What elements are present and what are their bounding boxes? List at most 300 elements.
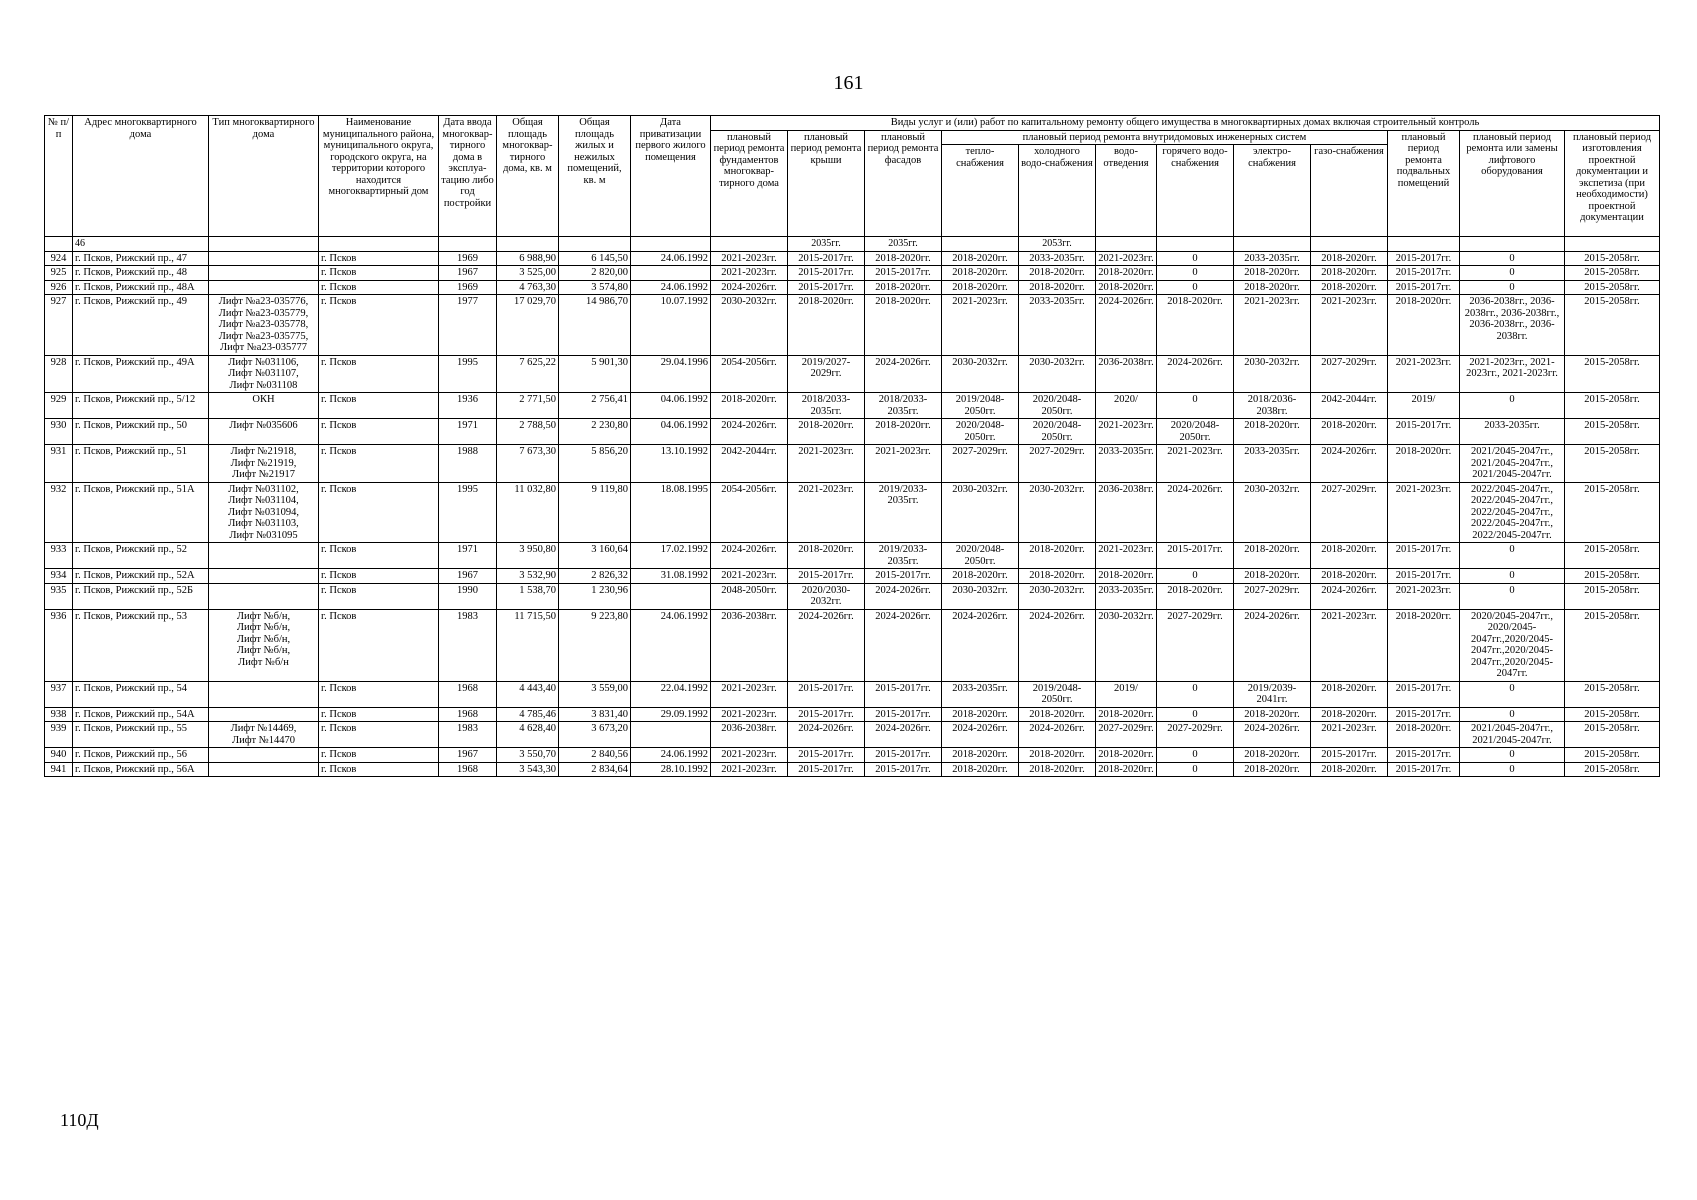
table-body (45, 237, 1660, 777)
page-number: 161 (833, 72, 864, 94)
row-privatization: 24.06.1992 (631, 280, 711, 295)
row-number: 928 (45, 355, 73, 393)
row-foundation: 2024-2026гг. (711, 543, 788, 569)
row-elevator: 2021-2023гг., 2021-2023гг., 2021-2023гг. (1460, 355, 1565, 393)
elevator-id: Лифт №031108 (229, 379, 298, 391)
row-cold-water: 2024-2026гг. (1019, 609, 1096, 681)
row-cold-water: 2018-2020гг. (1019, 707, 1096, 722)
row-cold-water: 2018-2020гг. (1019, 543, 1096, 569)
document-code: 110Д (60, 1110, 99, 1130)
row-total-area: 4 785,46 (497, 707, 559, 722)
row-heat: 2018-2020гг. (942, 280, 1019, 295)
row-elevator: 0 (1460, 681, 1565, 707)
row-electric: 2019/2039-2041гг. (1234, 681, 1311, 707)
row-type (209, 609, 319, 681)
row-number: 931 (45, 445, 73, 483)
row-gas: 2018-2020гг. (1311, 569, 1388, 584)
row-roof: 2018-2020гг. (788, 295, 865, 356)
row-docs: 2015-2058гг. (1565, 295, 1660, 356)
row-address: г. Псков, Рижский пр., 49 (73, 295, 209, 356)
row-sewer: 2024-2026гг. (1096, 295, 1157, 356)
table-row (45, 543, 1660, 569)
row-roof: 2018/2033-2035гг. (788, 393, 865, 419)
row-docs: 2015-2058гг. (1565, 707, 1660, 722)
row-commissioning: 1968 (439, 762, 497, 777)
row-living-area: 3 673,20 (559, 722, 631, 748)
row-docs: 2015-2058гг. (1565, 569, 1660, 584)
row-living-area: 2 840,56 (559, 748, 631, 763)
row-elevator: 0 (1460, 280, 1565, 295)
header-electric: электро-снабжения (1234, 145, 1311, 237)
row-electric: 2018/2036-2038гг. (1234, 393, 1311, 419)
row-commissioning: 1971 (439, 419, 497, 445)
row-total-area: 2 771,50 (497, 393, 559, 419)
row-facade: 2018-2020гг. (865, 295, 942, 356)
row-type (209, 355, 319, 393)
row-commissioning: 1971 (439, 543, 497, 569)
row-hot-water: 0 (1157, 707, 1234, 722)
elevator-id: Лифт №а23-035775, (218, 330, 309, 342)
row-living-area: 9 119,80 (559, 482, 631, 543)
row-total-area: 11 032,80 (497, 482, 559, 543)
row-basement: 2018-2020гг. (1388, 445, 1460, 483)
table-row (45, 707, 1660, 722)
row-commissioning: 1969 (439, 280, 497, 295)
elevator-id: Лифт №14469, (230, 723, 297, 734)
row-gas: 2021-2023гг. (1311, 722, 1388, 748)
row-sewer: 2030-2032гг. (1096, 609, 1157, 681)
row-sewer: 2018-2020гг. (1096, 569, 1157, 584)
table-row (45, 681, 1660, 707)
row-facade: 2015-2017гг. (865, 681, 942, 707)
row-cold-water: 2018-2020гг. (1019, 748, 1096, 763)
row-privatization: 24.06.1992 (631, 251, 711, 266)
row-municipality: г. Псков (319, 419, 439, 445)
row-total-area: 4 628,40 (497, 722, 559, 748)
row-foundation: 2021-2023гг. (711, 681, 788, 707)
elevator-id: Лифт №б/н, (236, 622, 291, 633)
row-address: г. Псков, Рижский пр., 52 (73, 543, 209, 569)
row-living-area: 2 230,80 (559, 419, 631, 445)
row-gas: 2018-2020гг. (1311, 280, 1388, 295)
row-docs: 2015-2058гг. (1565, 266, 1660, 281)
row-docs: 2015-2058гг. (1565, 445, 1660, 483)
row-electric: 2018-2020гг. (1234, 543, 1311, 569)
row-heat: 2020/2048-2050гг. (942, 543, 1019, 569)
header-commissioning: Дата ввода многоквар-тирного дома в эксплуа-тацию либо год постройки (439, 116, 497, 237)
row-foundation: 2021-2023гг. (711, 569, 788, 584)
row-commissioning: 1995 (439, 355, 497, 393)
row-elevator: 0 (1460, 707, 1565, 722)
row-elevator: 0 (1460, 583, 1565, 609)
row-roof: 2015-2017гг. (788, 569, 865, 584)
cont-address: 46 (73, 237, 209, 252)
row-total-area: 3 532,90 (497, 569, 559, 584)
row-heat: 2019/2048-2050гг. (942, 393, 1019, 419)
table-row (45, 355, 1660, 393)
row-number: 937 (45, 681, 73, 707)
row-number: 939 (45, 722, 73, 748)
row-municipality: г. Псков (319, 280, 439, 295)
row-type (209, 419, 319, 445)
row-facade: 2024-2026гг. (865, 583, 942, 609)
row-address: г. Псков, Рижский пр., 47 (73, 251, 209, 266)
row-sewer: 2021-2023гг. (1096, 251, 1157, 266)
row-foundation: 2021-2023гг. (711, 266, 788, 281)
row-elevator: 0 (1460, 569, 1565, 584)
row-docs: 2015-2058гг. (1565, 280, 1660, 295)
header-living-area: Общая площадь жилых и нежилых помещений, кв. м (559, 116, 631, 237)
row-basement: 2015-2017гг. (1388, 251, 1460, 266)
row-heat: 2033-2035гг. (942, 681, 1019, 707)
row-hot-water: 0 (1157, 251, 1234, 266)
row-docs: 2015-2058гг. (1565, 722, 1660, 748)
row-gas: 2018-2020гг. (1311, 707, 1388, 722)
header-heat: тепло-снабжения (942, 145, 1019, 237)
row-elevator: 2033-2035гг. (1460, 419, 1565, 445)
row-docs: 2015-2058гг. (1565, 355, 1660, 393)
row-docs: 2015-2058гг. (1565, 482, 1660, 543)
row-docs: 2015-2058гг. (1565, 419, 1660, 445)
header-municipality: Наименование муниципального района, муниципального округа, городского округа, на территории которого находится многоквартирный дом (319, 116, 439, 237)
row-heat: 2030-2032гг. (942, 482, 1019, 543)
row-type (209, 482, 319, 543)
row-elevator: 2020/2045-2047гг., 2020/2045-2047гг.,2020/2045-2047гг.,2020/2045-2047гг.,2020/2045-2047гг. (1460, 609, 1565, 681)
header-row-1 (45, 116, 1660, 131)
row-commissioning: 1969 (439, 251, 497, 266)
header-roof: плановый период ремонта крыши (788, 130, 865, 237)
row-address: г. Псков, Рижский пр., 53 (73, 609, 209, 681)
row-roof: 2015-2017гг. (788, 251, 865, 266)
header-basement: плановый период ремонта подвальных помещений (1388, 130, 1460, 237)
row-number: 925 (45, 266, 73, 281)
row-privatization: 28.10.1992 (631, 762, 711, 777)
row-hot-water: 0 (1157, 280, 1234, 295)
row-number: 924 (45, 251, 73, 266)
row-roof: 2024-2026гг. (788, 722, 865, 748)
row-foundation: 2036-2038гг. (711, 722, 788, 748)
row-facade: 2015-2017гг. (865, 707, 942, 722)
row-hot-water: 2018-2020гг. (1157, 583, 1234, 609)
table-row (45, 583, 1660, 609)
row-number: 932 (45, 482, 73, 543)
elevator-id: Лифт №а23-035776, (218, 296, 309, 307)
row-electric: 2030-2032гг. (1234, 482, 1311, 543)
row-elevator: 2022/2045-2047гг., 2022/2045-2047гг., 2022/2045-2047гг., 2022/2045-2047гг., 2022/2045-2047гг. (1460, 482, 1565, 543)
row-cold-water: 2027-2029гг. (1019, 445, 1096, 483)
row-municipality: г. Псков (319, 445, 439, 483)
row-foundation: 2021-2023гг. (711, 707, 788, 722)
header-hot-water: горячего водо-снабжения (1157, 145, 1234, 237)
row-cold-water: 2018-2020гг. (1019, 266, 1096, 281)
row-electric: 2018-2020гг. (1234, 266, 1311, 281)
elevator-id: ОКН (252, 394, 275, 405)
row-gas: 2015-2017гг. (1311, 748, 1388, 763)
table-row (45, 762, 1660, 777)
table-row (45, 266, 1660, 281)
row-municipality: г. Псков (319, 707, 439, 722)
row-electric: 2030-2032гг. (1234, 355, 1311, 393)
row-roof: 2015-2017гг. (788, 762, 865, 777)
row-hot-water: 2024-2026гг. (1157, 482, 1234, 543)
row-facade: 2015-2017гг. (865, 762, 942, 777)
row-address: г. Псков, Рижский пр., 50 (73, 419, 209, 445)
row-commissioning: 1967 (439, 266, 497, 281)
row-roof: 2020/2030-2032гг. (788, 583, 865, 609)
row-address: г. Псков, Рижский пр., 54А (73, 707, 209, 722)
elevator-id: Лифт №031104, (228, 495, 299, 506)
row-privatization: 10.07.1992 (631, 295, 711, 356)
row-hot-water: 0 (1157, 762, 1234, 777)
row-facade: 2015-2017гг. (865, 266, 942, 281)
elevator-id: Лифт №031102, (228, 483, 299, 495)
row-roof: 2015-2017гг. (788, 748, 865, 763)
row-living-area: 3 160,64 (559, 543, 631, 569)
row-municipality: г. Псков (319, 251, 439, 266)
table-row (45, 609, 1660, 681)
row-roof: 2024-2026гг. (788, 609, 865, 681)
row-sewer: 2018-2020гг. (1096, 748, 1157, 763)
row-basement: 2021-2023гг. (1388, 355, 1460, 393)
row-address: г. Псков, Рижский пр., 5/12 (73, 393, 209, 419)
header-privatization: Дата приватизации первого жилого помещения (631, 116, 711, 237)
row-address: г. Псков, Рижский пр., 52А (73, 569, 209, 584)
row-docs: 2015-2058гг. (1565, 748, 1660, 763)
row-foundation: 2036-2038гг. (711, 609, 788, 681)
row-gas: 2042-2044гг. (1311, 393, 1388, 419)
row-commissioning: 1968 (439, 681, 497, 707)
row-electric: 2018-2020гг. (1234, 748, 1311, 763)
row-heat: 2021-2023гг. (942, 295, 1019, 356)
row-heat: 2018-2020гг. (942, 748, 1019, 763)
cont-cold-water: 2053гг. (1019, 237, 1096, 252)
row-basement: 2018-2020гг. (1388, 295, 1460, 356)
row-commissioning: 1967 (439, 748, 497, 763)
row-docs: 2015-2058гг. (1565, 583, 1660, 609)
row-facade: 2024-2026гг. (865, 355, 942, 393)
row-gas: 2018-2020гг. (1311, 266, 1388, 281)
row-roof: 2015-2017гг. (788, 266, 865, 281)
row-docs: 2015-2058гг. (1565, 543, 1660, 569)
row-total-area: 17 029,70 (497, 295, 559, 356)
row-municipality: г. Псков (319, 543, 439, 569)
table-row (45, 445, 1660, 483)
header-gas: газо-снабжения (1311, 145, 1388, 237)
row-type (209, 722, 319, 748)
row-total-area: 4 763,30 (497, 280, 559, 295)
row-electric: 2018-2020гг. (1234, 569, 1311, 584)
row-cold-water: 2030-2032гг. (1019, 482, 1096, 543)
row-heat: 2024-2026гг. (942, 609, 1019, 681)
row-basement: 2015-2017гг. (1388, 543, 1460, 569)
row-roof: 2015-2017гг. (788, 280, 865, 295)
row-facade: 2018-2020гг. (865, 251, 942, 266)
row-type (209, 748, 319, 763)
row-basement: 2015-2017гг. (1388, 748, 1460, 763)
header-works-group: Виды услуг и (или) работ по капитальному ремонту общего имущества в многоквартирных домах включая строительный контроль (711, 116, 1660, 131)
row-electric: 2027-2029гг. (1234, 583, 1311, 609)
row-basement: 2015-2017гг. (1388, 681, 1460, 707)
row-hot-water: 2027-2029гг. (1157, 722, 1234, 748)
table-row (45, 419, 1660, 445)
elevator-id: Лифт №а23-035779, (218, 307, 309, 319)
row-address: г. Псков, Рижский пр., 55 (73, 722, 209, 748)
row-living-area: 3 574,80 (559, 280, 631, 295)
row-hot-water: 2024-2026гг. (1157, 355, 1234, 393)
row-municipality: г. Псков (319, 762, 439, 777)
row-municipality: г. Псков (319, 569, 439, 584)
row-number: 927 (45, 295, 73, 356)
row-sewer: 2018-2020гг. (1096, 762, 1157, 777)
elevator-id: Лифт №031094, (228, 506, 299, 518)
row-type (209, 295, 319, 356)
row-heat: 2018-2020гг. (942, 251, 1019, 266)
row-elevator: 0 (1460, 748, 1565, 763)
row-elevator: 2021/2045-2047гг., 2021/2045-2047гг. (1460, 722, 1565, 748)
row-facade: 2018-2020гг. (865, 280, 942, 295)
row-gas: 2018-2020гг. (1311, 419, 1388, 445)
row-privatization: 29.09.1992 (631, 707, 711, 722)
row-electric: 2018-2020гг. (1234, 762, 1311, 777)
row-privatization: 22.04.1992 (631, 681, 711, 707)
row-privatization: 31.08.1992 (631, 569, 711, 584)
row-basement: 2018-2020гг. (1388, 722, 1460, 748)
row-hot-water: 0 (1157, 393, 1234, 419)
row-facade: 2018/2033-2035гг. (865, 393, 942, 419)
row-sewer: 2027-2029гг. (1096, 722, 1157, 748)
elevator-id: Лифт №21917 (231, 469, 296, 480)
row-basement: 2015-2017гг. (1388, 707, 1460, 722)
elevator-id: Лифт №031103, (228, 518, 299, 529)
row-total-area: 7 673,30 (497, 445, 559, 483)
row-commissioning: 1995 (439, 482, 497, 543)
row-total-area: 3 950,80 (497, 543, 559, 569)
row-roof: 2015-2017гг. (788, 707, 865, 722)
row-privatization: 17.02.1992 (631, 543, 711, 569)
row-foundation: 2021-2023гг. (711, 251, 788, 266)
row-privatization (631, 266, 711, 281)
row-living-area: 1 230,96 (559, 583, 631, 609)
row-living-area: 9 223,80 (559, 609, 631, 681)
capital-repair-table (44, 115, 1660, 777)
row-roof: 2018-2020гг. (788, 543, 865, 569)
header-docs: плановый период изготовления проектной документации и экспетиза (при необходимости) проектной документации (1565, 130, 1660, 237)
row-number: 936 (45, 609, 73, 681)
row-elevator: 2036-2038гг., 2036-2038гг., 2036-2038гг., 2036-2038гг., 2036-2038гг. (1460, 295, 1565, 356)
row-commissioning: 1977 (439, 295, 497, 356)
row-basement: 2019/ (1388, 393, 1460, 419)
elevator-id: Лифт №б/н, (236, 610, 291, 622)
table-row (45, 393, 1660, 419)
row-cold-water: 2018-2020гг. (1019, 569, 1096, 584)
row-heat: 2018-2020гг. (942, 707, 1019, 722)
row-sewer: 2036-2038гг. (1096, 482, 1157, 543)
row-total-area: 3 525,00 (497, 266, 559, 281)
header-facade: плановый период ремонта фасадов (865, 130, 942, 237)
row-number: 934 (45, 569, 73, 584)
row-sewer: 2020/ (1096, 393, 1157, 419)
header-cold-water: холодного водо-снабжения (1019, 145, 1096, 237)
row-gas: 2018-2020гг. (1311, 762, 1388, 777)
row-foundation: 2048-2050гг. (711, 583, 788, 609)
row-living-area: 14 986,70 (559, 295, 631, 356)
row-number: 941 (45, 762, 73, 777)
table-row (45, 482, 1660, 543)
row-heat: 2018-2020гг. (942, 266, 1019, 281)
row-elevator: 0 (1460, 266, 1565, 281)
elevator-id: Лифт №а23-035777 (220, 342, 307, 353)
table-row (45, 569, 1660, 584)
row-sewer: 2036-2038гг. (1096, 355, 1157, 393)
row-municipality: г. Псков (319, 295, 439, 356)
row-facade: 2015-2017гг. (865, 748, 942, 763)
cont-roof: 2035гг. (788, 237, 865, 252)
row-privatization: 24.06.1992 (631, 748, 711, 763)
row-number: 940 (45, 748, 73, 763)
row-privatization: 04.06.1992 (631, 419, 711, 445)
row-total-area: 4 443,40 (497, 681, 559, 707)
row-privatization: 24.06.1992 (631, 609, 711, 681)
row-address: г. Псков, Рижский пр., 48 (73, 266, 209, 281)
header-sewer: водо-отведения (1096, 145, 1157, 237)
row-heat: 2030-2032гг. (942, 583, 1019, 609)
row-roof: 2021-2023гг. (788, 482, 865, 543)
row-sewer: 2018-2020гг. (1096, 280, 1157, 295)
row-municipality: г. Псков (319, 583, 439, 609)
row-basement: 2015-2017гг. (1388, 280, 1460, 295)
header-systems-group: плановый период ремонта внутридомовых инженерных систем (942, 130, 1388, 145)
row-number: 933 (45, 543, 73, 569)
row-address: г. Псков, Рижский пр., 51 (73, 445, 209, 483)
row-commissioning: 1983 (439, 609, 497, 681)
row-total-area: 3 543,30 (497, 762, 559, 777)
row-type (209, 707, 319, 722)
row-hot-water: 0 (1157, 266, 1234, 281)
row-cold-water: 2020/2048-2050гг. (1019, 393, 1096, 419)
row-docs: 2015-2058гг. (1565, 251, 1660, 266)
row-type (209, 266, 319, 281)
row-number: 930 (45, 419, 73, 445)
row-electric: 2033-2035гг. (1234, 445, 1311, 483)
row-privatization (631, 583, 711, 609)
row-privatization: 29.04.1996 (631, 355, 711, 393)
row-type (209, 445, 319, 483)
row-heat: 2018-2020гг. (942, 762, 1019, 777)
header-address: Адрес многоквартирного дома (73, 116, 209, 237)
row-heat: 2030-2032гг. (942, 355, 1019, 393)
row-commissioning: 1967 (439, 569, 497, 584)
row-facade: 2021-2023гг. (865, 445, 942, 483)
row-cold-water: 2020/2048-2050гг. (1019, 419, 1096, 445)
row-living-area: 2 820,00 (559, 266, 631, 281)
row-type (209, 393, 319, 419)
row-facade: 2019/2033-2035гг. (865, 482, 942, 543)
row-cold-water: 2033-2035гг. (1019, 251, 1096, 266)
row-elevator: 2021/2045-2047гг., 2021/2045-2047гг., 2021/2045-2047гг. (1460, 445, 1565, 483)
table-row (45, 280, 1660, 295)
row-hot-water: 2021-2023гг. (1157, 445, 1234, 483)
row-cold-water: 2030-2032гг. (1019, 355, 1096, 393)
row-living-area: 6 145,50 (559, 251, 631, 266)
row-foundation: 2024-2026гг. (711, 280, 788, 295)
row-docs: 2015-2058гг. (1565, 762, 1660, 777)
row-gas: 2027-2029гг. (1311, 355, 1388, 393)
row-living-area: 2 826,32 (559, 569, 631, 584)
row-basement: 2018-2020гг. (1388, 609, 1460, 681)
row-living-area: 5 901,30 (559, 355, 631, 393)
row-basement: 2015-2017гг. (1388, 266, 1460, 281)
row-basement: 2015-2017гг. (1388, 419, 1460, 445)
